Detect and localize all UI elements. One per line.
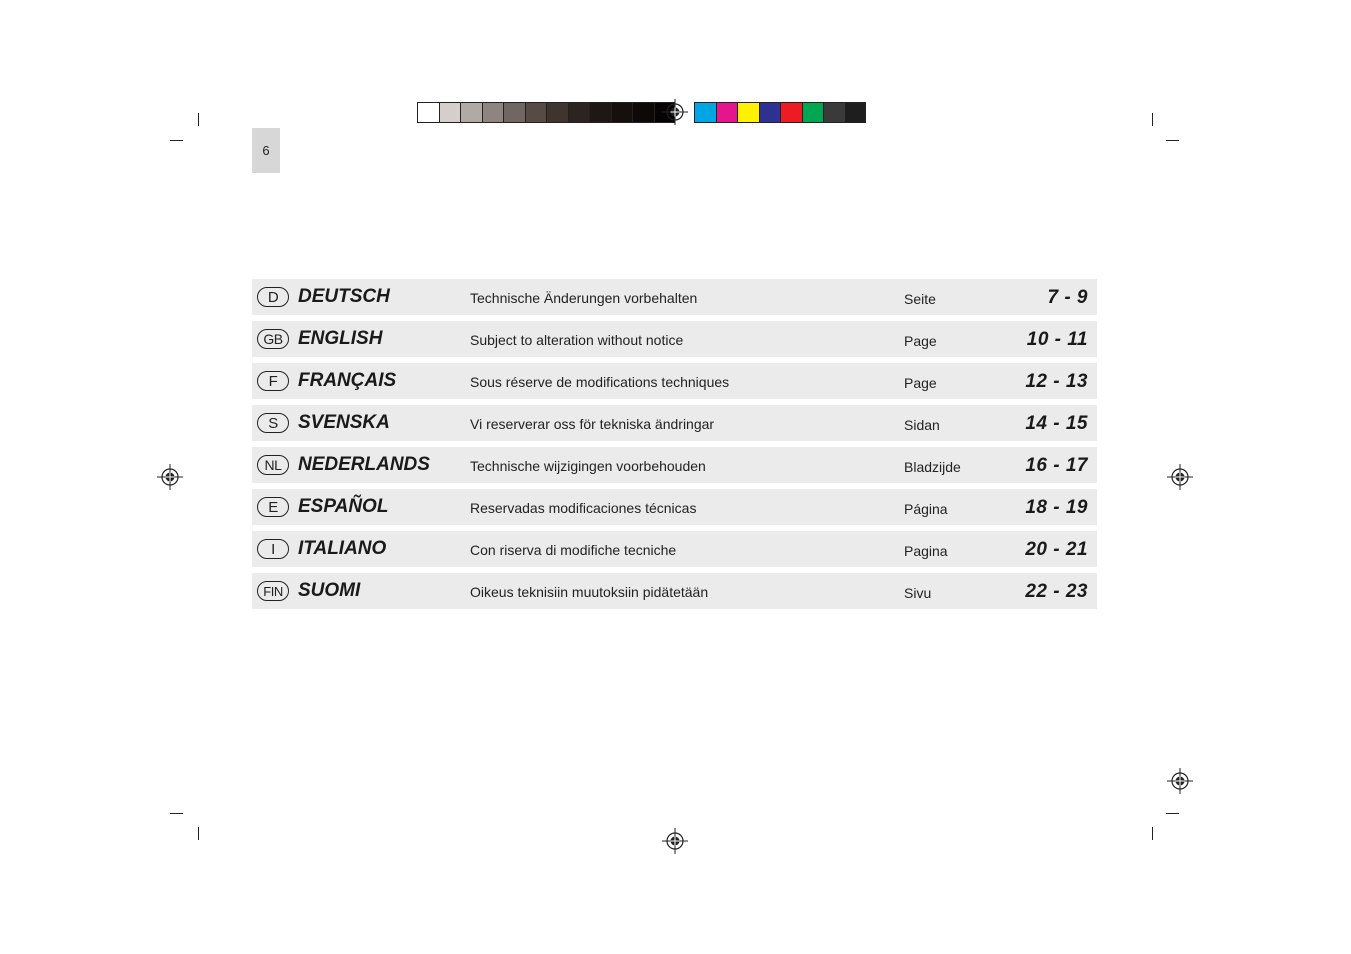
gray-swatch — [439, 102, 461, 123]
alteration-notice: Technische Änderungen vorbehalten — [470, 290, 698, 306]
language-code-badge: FIN — [257, 581, 289, 601]
page-range: 12 - 13 — [1025, 371, 1088, 392]
process-color-bar — [694, 102, 866, 123]
process-swatch — [759, 102, 781, 123]
crop-mark — [1152, 113, 1153, 126]
registration-target-icon — [662, 828, 688, 854]
language-code-badge: E — [257, 497, 289, 517]
page-label: Page — [904, 375, 937, 391]
alteration-notice: Subject to alteration without notice — [470, 332, 684, 348]
language-name: DEUTSCH — [298, 286, 390, 307]
alteration-notice: Technische wijzigingen voorbehouden — [470, 458, 706, 474]
registration-target-icon — [157, 464, 183, 490]
gray-swatch — [503, 102, 525, 123]
alteration-notice: Oikeus teknisiin muutoksiin pidätetään — [470, 584, 709, 600]
page-label: Sivu — [904, 585, 932, 601]
table-row — [252, 573, 1097, 609]
alteration-notice: Sous réserve de modifications techniques — [470, 374, 730, 390]
process-swatch — [802, 102, 824, 123]
gray-swatch — [546, 102, 568, 123]
grayscale-color-bar — [417, 102, 675, 123]
page-range: 10 - 11 — [1026, 329, 1088, 350]
page-label: Page — [904, 333, 937, 349]
crop-mark — [1152, 827, 1153, 840]
alteration-notice: Con riserva di modifiche tecniche — [470, 542, 677, 558]
language-name: NEDERLANDS — [298, 454, 430, 475]
page-label: Sidan — [904, 417, 940, 433]
alteration-notice: Reservadas modificaciones técnicas — [470, 500, 697, 516]
language-code-badge: I — [257, 539, 289, 559]
gray-swatch — [568, 102, 590, 123]
page-number-tab — [252, 128, 280, 173]
language-name: ENGLISH — [298, 328, 383, 349]
registration-target-icon — [1167, 768, 1193, 794]
process-swatch — [716, 102, 738, 123]
process-swatch — [694, 102, 716, 123]
page-range: 22 - 23 — [1025, 581, 1088, 602]
crop-mark — [1166, 813, 1179, 814]
gray-swatch — [525, 102, 547, 123]
language-name: ESPAÑOL — [298, 496, 389, 517]
language-code-badge: D — [257, 287, 289, 307]
page-range: 14 - 15 — [1025, 413, 1088, 434]
page-label: Seite — [904, 291, 936, 307]
language-name: FRANÇAIS — [298, 370, 397, 391]
page-range: 20 - 21 — [1025, 539, 1088, 560]
registration-target-icon — [662, 99, 688, 125]
process-swatch — [780, 102, 802, 123]
page-range: 16 - 17 — [1025, 455, 1088, 476]
crop-mark — [198, 827, 199, 840]
table-row — [252, 447, 1097, 483]
crop-mark — [170, 140, 183, 141]
table-row — [252, 489, 1097, 525]
registration-target-icon — [1167, 464, 1193, 490]
table-row — [252, 321, 1097, 357]
crop-mark — [198, 113, 199, 126]
page-range: 7 - 9 — [1047, 287, 1088, 308]
language-code-badge: F — [257, 371, 289, 391]
gray-swatch — [589, 102, 611, 123]
language-index-table — [252, 279, 1097, 615]
page-number: 6 — [262, 143, 270, 158]
gray-swatch — [460, 102, 482, 123]
language-code-badge: NL — [257, 455, 289, 475]
table-row — [252, 531, 1097, 567]
gray-swatch — [611, 102, 633, 123]
language-code-badge: S — [257, 413, 289, 433]
table-row — [252, 279, 1097, 315]
language-name: SVENSKA — [298, 412, 390, 433]
crop-mark — [1166, 140, 1179, 141]
process-swatch — [737, 102, 759, 123]
gray-swatch — [417, 102, 439, 123]
page-label: Pagina — [904, 543, 948, 559]
process-swatch — [823, 102, 845, 123]
language-name: SUOMI — [298, 580, 361, 601]
gray-swatch — [482, 102, 504, 123]
crop-mark — [170, 813, 183, 814]
language-code-badge: GB — [257, 329, 289, 349]
gray-swatch — [632, 102, 654, 123]
process-swatch — [845, 102, 867, 123]
page-label: Bladzijde — [904, 459, 961, 475]
page-label: Página — [904, 501, 948, 517]
table-row — [252, 363, 1097, 399]
alteration-notice: Vi reserverar oss för tekniska ändringar — [470, 416, 715, 432]
table-row — [252, 405, 1097, 441]
language-name: ITALIANO — [298, 538, 387, 559]
page-range: 18 - 19 — [1025, 497, 1088, 518]
